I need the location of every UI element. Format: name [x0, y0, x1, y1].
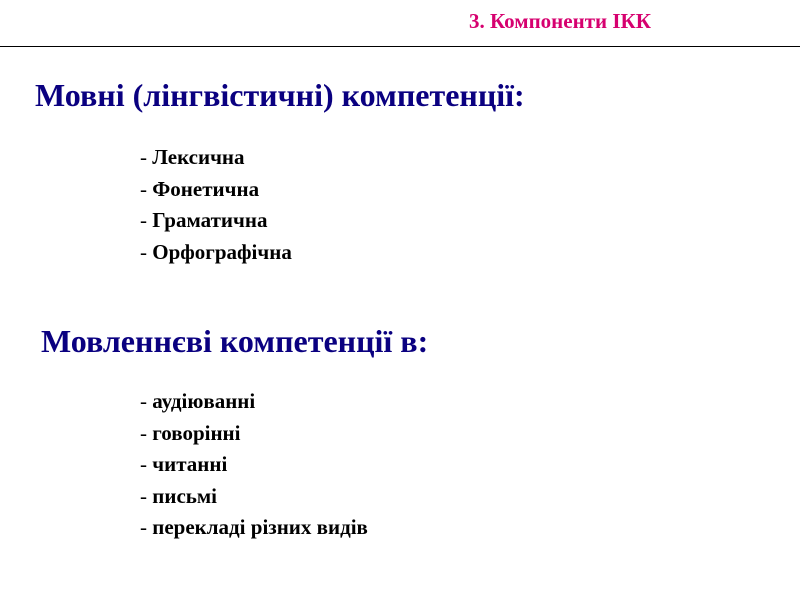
bullet-dash: - — [140, 239, 153, 264]
list-item-text: Фонетична — [152, 176, 260, 201]
list-item — [140, 142, 292, 174]
list-item-text: перекладі різних видів — [152, 515, 368, 539]
list-item — [140, 418, 368, 450]
bullet-dash: - — [140, 176, 153, 201]
section-heading-speech: Мовленнєві компетенції в: — [41, 323, 429, 359]
bullet-dash: - — [140, 208, 153, 232]
bullet-dash: - — [140, 515, 153, 539]
bullet-dash: - — [140, 145, 153, 169]
list-item-text: говорінні — [152, 420, 241, 445]
linguistic-competences-list — [140, 142, 292, 268]
bullet-dash: - — [140, 389, 153, 413]
list-item-text: читанні — [152, 452, 228, 476]
bullet-dash: - — [140, 420, 153, 445]
list-item — [140, 174, 292, 206]
section-heading-linguistic: Мовні (лінгвістичні) компетенції: — [35, 77, 525, 113]
list-item-text: письмі — [152, 483, 218, 508]
list-item — [140, 481, 368, 513]
list-item — [140, 512, 368, 544]
list-item-text: Граматична — [152, 208, 268, 232]
list-item — [140, 386, 368, 418]
list-item — [140, 237, 292, 269]
list-item-text: Орфографічна — [152, 239, 292, 264]
slide-title: 3. Компоненти ІКК — [469, 9, 651, 33]
list-item — [140, 449, 368, 481]
list-item — [140, 205, 292, 237]
bullet-dash: - — [140, 483, 153, 508]
list-item-text: аудіюванні — [152, 389, 256, 413]
list-item-text: Лексична — [152, 145, 245, 169]
header-divider — [0, 46, 800, 47]
bullet-dash: - — [140, 452, 153, 476]
speech-competences-list — [140, 386, 368, 544]
